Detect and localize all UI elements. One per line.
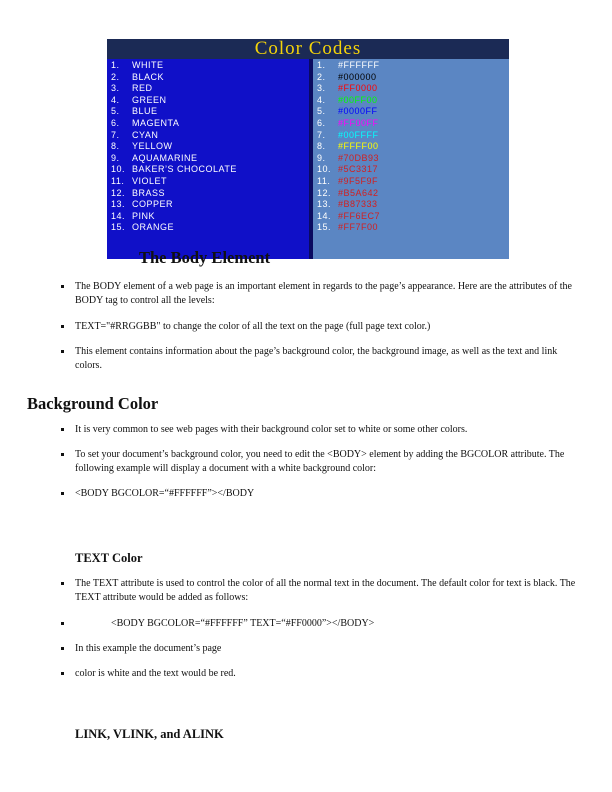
row-number: 9. — [317, 152, 326, 163]
body-element-heading: The Body Element — [139, 248, 271, 267]
color-name-row — [107, 141, 309, 153]
color-name-row — [107, 130, 309, 142]
color-name-row — [107, 176, 309, 188]
row-number: 15. — [111, 222, 126, 233]
row-number: 10. — [111, 164, 126, 175]
color-code-row — [313, 106, 509, 118]
color-name-row — [107, 188, 309, 200]
color-code-row — [313, 176, 509, 188]
color-code-row — [313, 72, 509, 84]
color-name-row — [107, 118, 309, 130]
row-number: 7. — [111, 129, 120, 140]
hex-code: #5C3317 — [338, 164, 379, 175]
row-number: 3. — [111, 83, 120, 94]
hex-code: #FFFFFF — [338, 60, 380, 70]
hex-code: #B5A642 — [338, 187, 379, 198]
hex-code: #FF6EC7 — [338, 210, 381, 221]
row-number: 14. — [111, 210, 126, 221]
row-number: 11. — [317, 175, 331, 186]
background-color-heading: Background Color — [27, 394, 159, 413]
color-code-row — [313, 188, 509, 200]
hex-code: #0000FF — [338, 106, 378, 117]
color-name: BLUE — [132, 106, 158, 117]
color-code-row — [313, 130, 509, 142]
text-bullet-1: The TEXT attribute is used to control the color of all the normal text in the document. The default color for text is black. The TEXT attribute would be added as follows: — [75, 577, 580, 604]
row-number: 5. — [111, 106, 120, 117]
text-bullet-4: color is white and the text would be red. — [75, 667, 580, 681]
color-name: BRASS — [132, 187, 166, 198]
color-code-row — [313, 222, 509, 234]
color-name: AQUAMARINE — [132, 152, 198, 163]
color-name-row — [107, 83, 309, 95]
color-name: YELLOW — [132, 141, 173, 152]
hex-code: #00FFFF — [338, 129, 379, 140]
color-name: ORANGE — [132, 222, 175, 233]
color-name: VIOLET — [132, 175, 168, 186]
row-number: 13. — [317, 199, 332, 210]
body-bullet-3: This element contains information about the page’s background color, the background image, as well as the text and link colors. — [75, 345, 580, 372]
row-number: 9. — [111, 152, 120, 163]
row-number: 10. — [317, 164, 332, 175]
color-name: GREEN — [132, 94, 167, 105]
color-code-row — [313, 60, 509, 72]
color-name: COPPER — [132, 199, 174, 210]
color-codes-table — [107, 39, 509, 259]
row-number: 8. — [111, 141, 120, 152]
color-name-row — [107, 72, 309, 84]
hex-code: #FF7F00 — [338, 222, 379, 233]
body-bullet-2: TEXT="#RRGGBB" to change the color of all the text on the page (full page text color.) — [75, 320, 580, 334]
row-number: 1. — [111, 60, 120, 70]
row-number: 2. — [111, 71, 120, 82]
color-name-row — [107, 95, 309, 107]
color-name: WHITE — [132, 60, 164, 70]
color-name: PINK — [132, 210, 156, 221]
hex-code: #00FF00 — [338, 94, 378, 105]
row-number: 8. — [317, 141, 326, 152]
color-name: RED — [132, 83, 153, 94]
color-code-row — [313, 211, 509, 223]
color-name: BAKER’S CHOCOLATE — [132, 164, 237, 175]
color-name-row — [107, 199, 309, 211]
color-names-column — [107, 59, 309, 259]
text-bullet-2: <BODY BGCOLOR=“#FFFFFF” TEXT=“#FF0000”></BODY> — [75, 617, 580, 631]
color-name: MAGENTA — [132, 117, 180, 128]
row-number: 12. — [111, 187, 126, 198]
row-number: 15. — [317, 222, 332, 233]
background-bullet-2: To set your document’s background color, you need to edit the <BODY> element by adding the BGCOLOR attribute. The following example will display a document with a white background color: — [75, 448, 580, 475]
row-number: 4. — [317, 94, 326, 105]
row-number: 6. — [111, 117, 120, 128]
color-codes-column — [313, 59, 509, 259]
color-code-row — [313, 141, 509, 153]
row-number: 12. — [317, 187, 332, 198]
color-name: BLACK — [132, 71, 165, 82]
color-code-row — [313, 153, 509, 165]
hex-code: #9F5F9F — [338, 175, 379, 186]
row-number: 7. — [317, 129, 326, 140]
row-number: 11. — [111, 175, 125, 186]
color-name-row — [107, 164, 309, 176]
color-name: CYAN — [132, 129, 159, 140]
color-name-row — [107, 60, 309, 72]
color-name-row — [107, 222, 309, 234]
row-number: 13. — [111, 199, 126, 210]
hex-code: #FF0000 — [338, 83, 378, 94]
row-number: 2. — [317, 71, 326, 82]
color-codes-title: Color Codes — [107, 39, 509, 59]
row-number: 1. — [317, 60, 326, 70]
link-vlink-alink-heading: LINK, VLINK, and ALINK — [75, 727, 224, 741]
body-bullet-1: The BODY element of a web page is an important element in regards to the page’s appearance. Here are the attributes of the BODY tag to control all the levels: — [75, 280, 580, 307]
background-bullet-1: It is very common to see web pages with their background color set to white or some other colors. — [75, 423, 580, 437]
hex-code: #FF00FF — [338, 117, 379, 128]
text-bullet-3: In this example the document’s page — [75, 642, 580, 656]
text-color-heading: TEXT Color — [75, 551, 143, 565]
background-bullet-3: <BODY BGCOLOR=“#FFFFFF”></BODY — [75, 487, 580, 501]
color-code-row — [313, 95, 509, 107]
color-code-row — [313, 83, 509, 95]
hex-code: #000000 — [338, 71, 377, 82]
row-number: 3. — [317, 83, 326, 94]
color-name-row — [107, 211, 309, 223]
hex-code: #70DB93 — [338, 152, 380, 163]
color-name-row — [107, 153, 309, 165]
row-number: 4. — [111, 94, 120, 105]
row-number: 5. — [317, 106, 326, 117]
color-code-row — [313, 199, 509, 211]
color-code-row — [313, 118, 509, 130]
row-number: 14. — [317, 210, 332, 221]
color-code-row — [313, 164, 509, 176]
color-name-row — [107, 106, 309, 118]
row-number: 6. — [317, 117, 326, 128]
hex-code: #FFFF00 — [338, 141, 379, 152]
hex-code: #B87333 — [338, 199, 378, 210]
